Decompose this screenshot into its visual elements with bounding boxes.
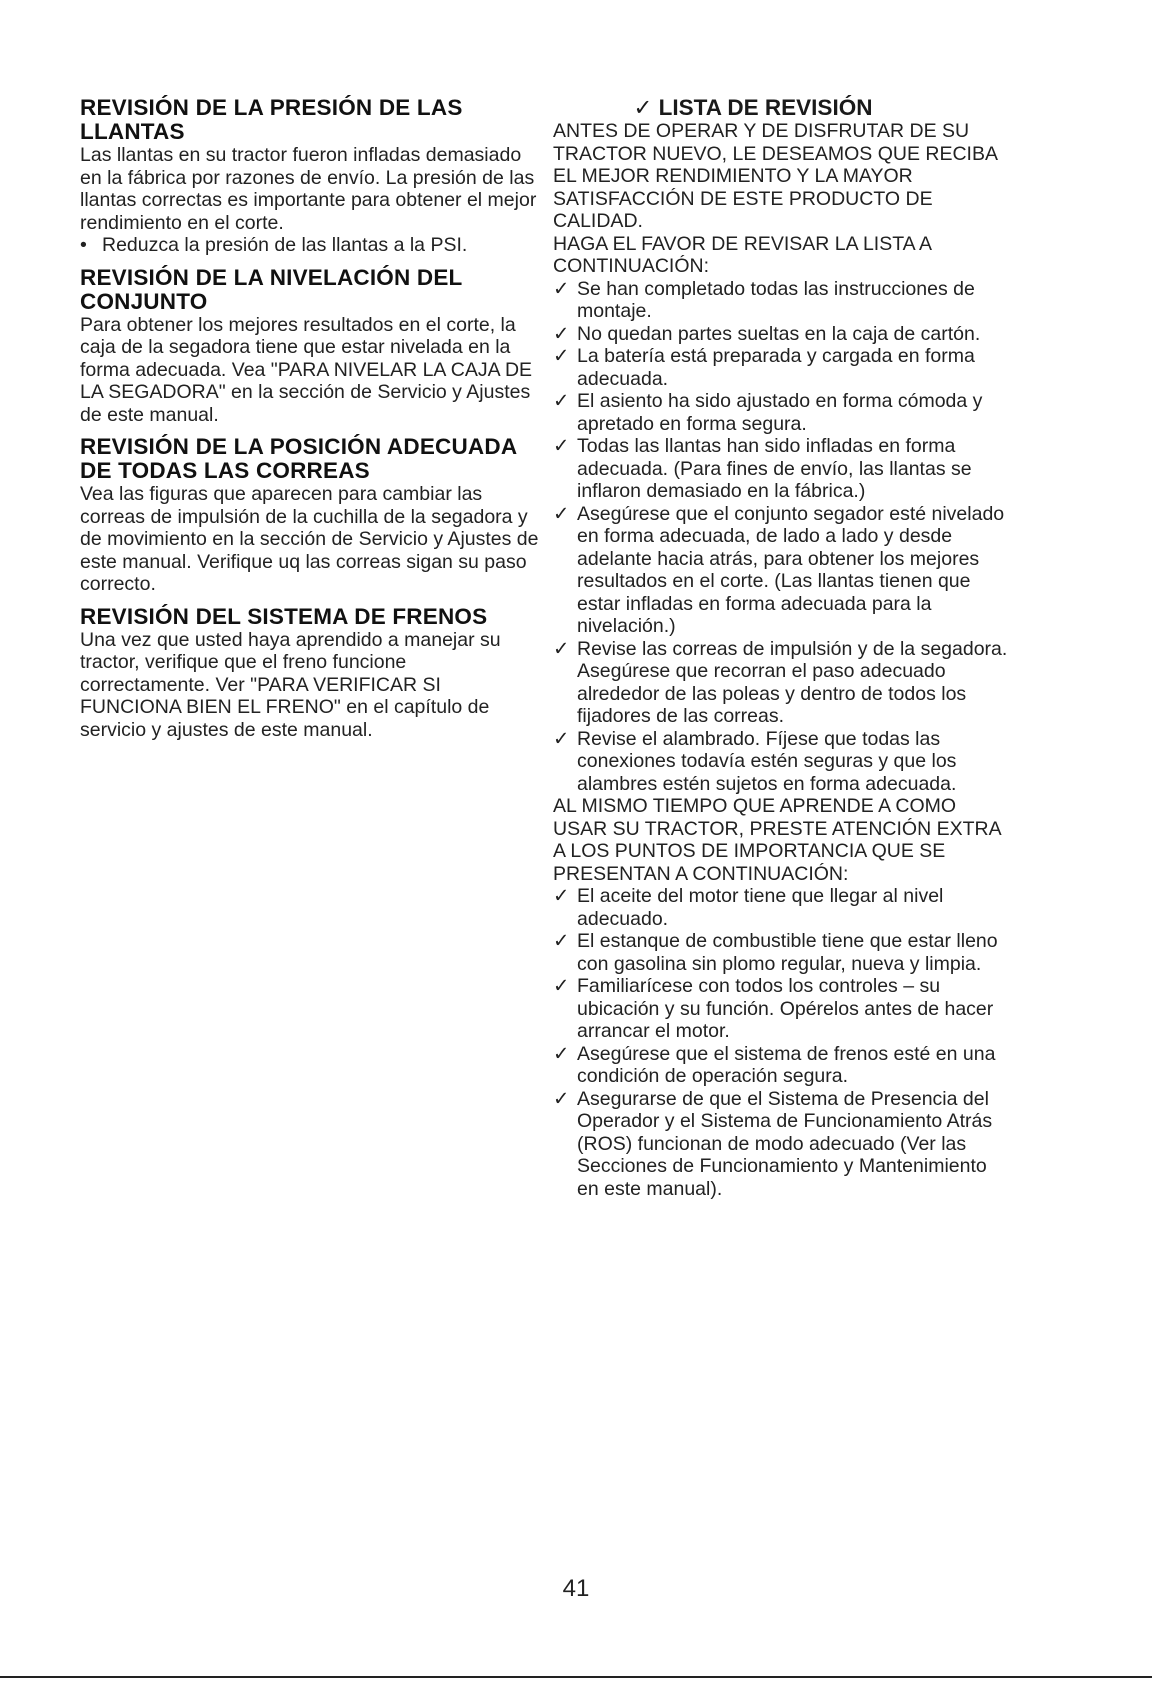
check-icon: ✓	[553, 637, 570, 660]
checklist-item	[553, 345, 1013, 390]
section-title-belts: REVISIÓN DE LA POSICIÓN ADECUADA DE TODAS LAS CORREAS	[80, 434, 517, 483]
checklist-item	[553, 638, 1013, 728]
check-icon: ✓	[553, 277, 570, 300]
section-body-belts: Vea las figuras que aparecen para cambiar las correas de impulsión de la cuchilla de la segadora y de movimiento en la sección de Servicio y Ajustes de este manual. Verifique uq las correas sigan su paso correcto.	[80, 483, 539, 595]
checklist-item	[553, 1043, 1013, 1088]
check-icon: ✓	[553, 435, 570, 457]
bullet-icon: •	[80, 234, 87, 256]
checklist-item-text: No quedan partes sueltas en la caja de cartón.	[577, 322, 981, 345]
checklist-item	[553, 885, 1013, 930]
checklist-item-text: La batería está preparada y cargada en forma adecuada.	[577, 345, 975, 390]
checklist-1	[553, 278, 1013, 796]
checklist-item	[553, 503, 1013, 638]
checklist-item	[553, 1088, 1013, 1201]
section-title-brakes: REVISIÓN DEL SISTEMA DE FRENOS	[80, 603, 488, 629]
checklist-2	[553, 885, 1013, 1200]
checklist-item-text: Asegúrese que el conjunto segador esté nivelado en forma adecuada, de lado a lado y desde adelante hacia atrás, para obtener los mejores resultados en el corte. (Las llantas tienen que estar infladas en forma adecuada para la nivelación.)	[577, 502, 1005, 637]
check-icon: ✓	[633, 95, 653, 120]
bullet-item	[80, 234, 540, 257]
section-body-tire-pressure: Las llantas en su tractor fueron infladas demasiado en la fábrica por razones de envío. La presión de las llantas correctas es importante para obtener el mejor rendimiento en el corte.	[80, 144, 537, 234]
bottom-rule	[0, 1676, 1152, 1678]
checklist-item-text: Se han completado todas las instrucciones de montaje.	[577, 277, 975, 322]
checklist-title	[553, 96, 953, 120]
check-icon: ✓	[553, 502, 570, 525]
checklist-item-text: Asegurarse de que el Sistema de Presencia del Operador y el Sistema de Funcionamiento Atrás (ROS) funcionan de modo adecuado (Ver las Secciones de Funcionamiento y Mantenimiento en este manual).	[577, 1087, 993, 1200]
check-icon: ✓	[553, 975, 570, 997]
check-icon: ✓	[553, 727, 570, 750]
checklist-intro-3: AL MISMO TIEMPO QUE APRENDE A COMO USAR SU TRACTOR, PRESTE ATENCIÓN EXTRA A LOS PUNTOS DE IMPORTANCIA QUE SE PRESENTAN A CONTINUACIÓN:	[553, 795, 1001, 885]
checklist-item-text: El aceite del motor tiene que llegar al nivel adecuado.	[577, 885, 944, 930]
check-icon: ✓	[553, 390, 570, 412]
section-body-leveling: Para obtener los mejores resultados en el corte, la caja de la segadora tiene que estar nivelada en la forma adecuada. Vea "PARA NIVELAR LA CAJA DE LA SEGADORA" en la sección de Servicio y Ajustes de este manual.	[80, 313, 533, 426]
checklist-item	[553, 728, 1013, 796]
right-column	[553, 96, 1013, 1200]
checklist-item-text: El estanque de combustible tiene que estar lleno con gasolina sin plomo regular, nueva y limpia.	[577, 930, 998, 975]
checklist-item	[553, 975, 1013, 1043]
checklist-title-text: LISTA DE REVISIÓN	[658, 95, 873, 120]
checklist-item-text: Todas las llantas han sido infladas en forma adecuada. (Para fines de envío, las llantas se inflaron demasiado en la fábrica.)	[577, 435, 972, 502]
checklist-item	[553, 435, 1013, 503]
checklist-item-text: Familiarícese con todos los controles – su ubicación y su función. Opérelos antes de hacer arrancar el motor.	[577, 975, 994, 1042]
checklist-item-text: Revise las correas de impulsión y de la segadora. Asegúrese que recorran el paso adecuado alrededor de las poleas y dentro de todos los fijadores de las correas.	[577, 637, 1008, 727]
checklist-item	[553, 930, 1013, 975]
check-icon: ✓	[553, 1042, 570, 1065]
check-icon: ✓	[553, 345, 570, 367]
checklist-item	[553, 323, 1013, 346]
checklist-item	[553, 390, 1013, 435]
checklist-intro-1: ANTES DE OPERAR Y DE DISFRUTAR DE SU TRACTOR NUEVO, LE DESEAMOS QUE RECIBA EL MEJOR RENDIMIENTO Y LA MAYOR SATISFACCIÓN DE ESTE PRODUCTO DE CALIDAD.	[553, 120, 997, 232]
checklist-item-text: Asegúrese que el sistema de frenos esté en una condición de operación segura.	[577, 1042, 996, 1087]
check-icon: ✓	[553, 322, 570, 345]
section-body-brakes: Una vez que usted haya aprendido a manejar su tractor, verifique que el freno funcione correctamente. Ver "PARA VERIFICAR SI FUNCIONA BIEN EL FRENO" en el capítulo de servicio y ajustes de este manual.	[80, 628, 501, 741]
page-number: 41	[562, 1575, 590, 1602]
check-icon: ✓	[553, 930, 570, 952]
checklist-item	[553, 278, 1013, 323]
bullet-text: Reduzca la presión de las llantas a la PSI.	[102, 234, 468, 256]
check-icon: ✓	[553, 1087, 570, 1110]
section-title-tire-pressure: REVISIÓN DE LA PRESIÓN DE LAS LLANTAS	[80, 95, 463, 144]
left-column	[80, 96, 540, 741]
checklist-intro-2: HAGA EL FAVOR DE REVISAR LA LISTA A CONTINUACIÓN:	[553, 232, 931, 277]
checklist-item-text: El asiento ha sido ajustado en forma cómoda y apretado en forma segura.	[577, 390, 983, 435]
check-icon: ✓	[553, 885, 570, 907]
checklist-item-text: Revise el alambrado. Fíjese que todas las conexiones todavía estén seguras y que los alambres estén sujetos en forma adecuada.	[577, 727, 957, 795]
section-title-leveling: REVISIÓN DE LA NIVELACIÓN DEL CONJUNTO	[80, 264, 463, 314]
